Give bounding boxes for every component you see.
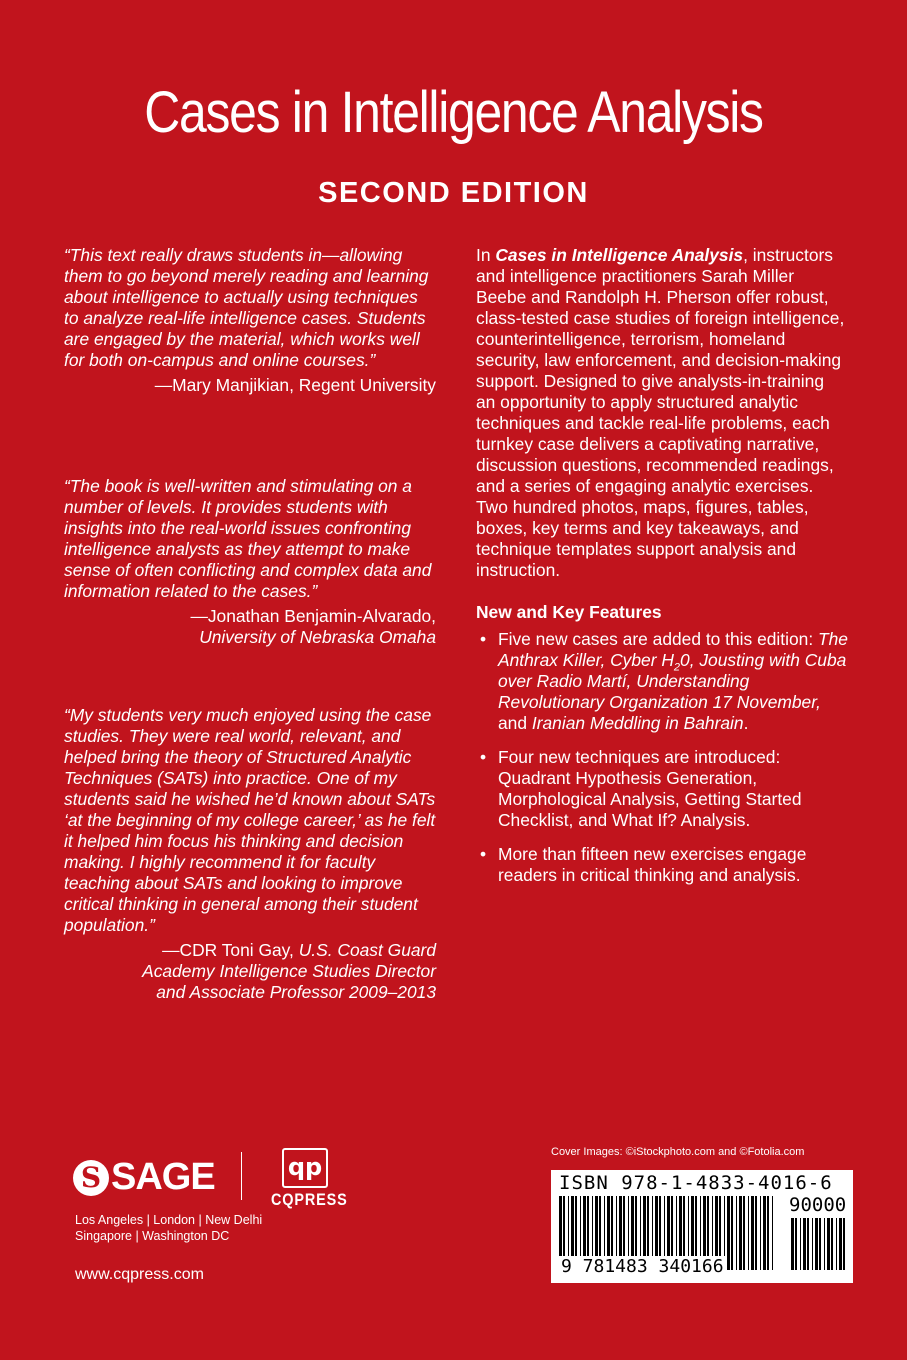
isbn-text: ISBN 978-1-4833-4016-6 bbox=[559, 1172, 833, 1194]
feature-item bbox=[476, 844, 848, 886]
book-title: Cases in Intelligence Analysis bbox=[144, 80, 763, 145]
barcode-bar bbox=[815, 1218, 818, 1270]
barcode-bar bbox=[731, 1196, 733, 1270]
endorsement-quote bbox=[64, 476, 436, 648]
barcode-bar bbox=[748, 1196, 749, 1270]
feature-cases: 0, Jousting with Cuba over Radio Martí, Understanding Revolutionary Organization 17 November, bbox=[498, 650, 847, 712]
sage-wordmark: SAGE bbox=[111, 1156, 215, 1198]
quote-text: “My students very much enjoyed using the case studies. They were real world, relevant, and helped bring the theory of Structured Analytic Techniques (SATs) into practice. One of my students said he wished he’d known about SATs ‘at the beginning of my college career,’ as he felt it helped him focus his thinking and decision making. I highly recommend it for faculty teaching about SATs and looking to improve critical thinking in general among their student population.” bbox=[64, 705, 436, 935]
bullet-icon: • bbox=[480, 629, 487, 649]
feature-cases: Iranian Meddling in Bahrain bbox=[531, 713, 744, 733]
endorsement-quote bbox=[64, 705, 436, 1003]
feature-text: Four new techniques are introduced: Quadrant Hypothesis Generation, Morphological Analysis, Getting Started Checklist, and What If? Analysis. bbox=[498, 747, 802, 830]
attribution-name: —Jonathan Benjamin-Alvarado, bbox=[190, 606, 436, 626]
description-book-title: Cases in Intelligence Analysis bbox=[495, 245, 744, 265]
barcode-bar bbox=[767, 1196, 769, 1270]
publisher-cities bbox=[75, 1212, 262, 1244]
description-prefix: In bbox=[476, 245, 496, 265]
feature-text: More than fifteen new exercises engage readers in critical thinking and analysis. bbox=[498, 844, 807, 885]
features-heading: New and Key Features bbox=[476, 602, 662, 622]
feature-end: . bbox=[743, 713, 749, 733]
barcode-bar bbox=[739, 1196, 742, 1270]
description-column bbox=[476, 245, 848, 899]
barcode-bar bbox=[800, 1218, 801, 1270]
cq-mark-icon: qp bbox=[282, 1148, 328, 1188]
barcode-bar bbox=[843, 1218, 845, 1270]
barcode-bar bbox=[827, 1218, 830, 1270]
edition-label: SECOND EDITION bbox=[318, 177, 589, 209]
attribution-name: —Mary Manjikian, Regent University bbox=[154, 375, 436, 395]
barcode-bar bbox=[803, 1218, 806, 1270]
publisher-url: www.cqpress.com bbox=[75, 1266, 204, 1283]
cities-line: Los Angeles | London | New Delhi bbox=[75, 1213, 263, 1227]
barcode-bar bbox=[751, 1196, 754, 1270]
quote-attribution bbox=[64, 940, 436, 1003]
bullet-icon: • bbox=[480, 747, 487, 767]
barcode-bar bbox=[836, 1218, 837, 1270]
cover-credits: Cover Images: ©iStockphoto.com and ©Fotolia.com bbox=[551, 1146, 805, 1158]
quote-text: “The book is well-written and stimulating on a number of levels. It provides students with insights into the real-world issues confronting intelligence analysts as they attempt to make sense of often conflicting and complex data and information related to the cases.” bbox=[64, 476, 432, 601]
quote-text: “This text really draws students in—allowing them to go beyond merely reading and learning about intelligence to actually using techniques to analyze real-life intelligence cases. Students are engaged by the material, which works well for both on-campus and online courses.” bbox=[64, 245, 429, 370]
endorsement-quote bbox=[64, 245, 436, 396]
barcode-bar bbox=[831, 1218, 833, 1270]
feature-and: and bbox=[498, 713, 532, 733]
barcode-bar bbox=[824, 1218, 825, 1270]
attribution-affiliation: University of Nebraska Omaha bbox=[199, 627, 436, 647]
barcode-bar bbox=[819, 1218, 821, 1270]
barcode-bar bbox=[791, 1218, 794, 1270]
quote-attribution bbox=[64, 606, 436, 648]
sage-s-icon: S bbox=[73, 1160, 109, 1196]
barcode-bar bbox=[760, 1196, 761, 1270]
attribution-name: —CDR Toni Gay, bbox=[162, 940, 294, 960]
feature-subscript: 2 bbox=[673, 661, 681, 674]
barcode-bar bbox=[743, 1196, 745, 1270]
barcode-bar bbox=[795, 1218, 797, 1270]
price-code: 90000 bbox=[789, 1194, 847, 1216]
barcode-digits: 9 781483 340166 bbox=[561, 1256, 724, 1277]
barcode-bar bbox=[772, 1196, 773, 1270]
barcode-bar bbox=[755, 1196, 757, 1270]
barcode-bar bbox=[727, 1196, 730, 1270]
publisher-logos bbox=[73, 1148, 373, 1208]
barcode-bars-addon bbox=[791, 1218, 847, 1270]
description-body: , instructors and intelligence practitioners Sarah Miller Beebe and Randolph H. Pherson offer robust, class-tested case studies of foreign intelligence, counterintelligence, terrorism, homeland security, law enforcement, and decision-making support. Designed to give analysts-in-training an opportunity to apply structured analytic techniques and tackle real-life problems, each turnkey case delivers a captivating narrative, discussion questions, recommended readings, and a series of engaging analytic exercises. Two hundred photos, maps, figures, tables, boxes, key terms and key takeaways, and technique templates support analysis and instruction. bbox=[476, 245, 845, 580]
barcode bbox=[551, 1170, 853, 1283]
book-description bbox=[476, 245, 848, 581]
logo-divider bbox=[241, 1152, 242, 1200]
barcode-bar bbox=[763, 1196, 766, 1270]
cq-press-logo bbox=[265, 1148, 348, 1210]
quote-attribution bbox=[64, 375, 436, 396]
feature-item bbox=[476, 747, 848, 831]
feature-text: Five new cases are added to this edition: bbox=[498, 629, 818, 649]
bullet-icon: • bbox=[480, 844, 487, 864]
feature-item bbox=[476, 629, 848, 734]
barcode-bar bbox=[812, 1218, 813, 1270]
feature-cases: The Anthrax Killer, Cyber H bbox=[498, 629, 848, 670]
cities-line: Singapore | Washington DC bbox=[75, 1229, 230, 1243]
attribution-affiliation: U.S. Coast Guard Academy Intelligence Studies Director and Associate Professor 2009–2013 bbox=[142, 940, 436, 1002]
barcode-bar bbox=[839, 1218, 842, 1270]
barcode-bar bbox=[736, 1196, 737, 1270]
sage-logo bbox=[73, 1156, 215, 1199]
barcode-bar bbox=[807, 1218, 809, 1270]
cq-wordmark: CQPRESS bbox=[271, 1190, 348, 1209]
features-list bbox=[476, 629, 848, 886]
